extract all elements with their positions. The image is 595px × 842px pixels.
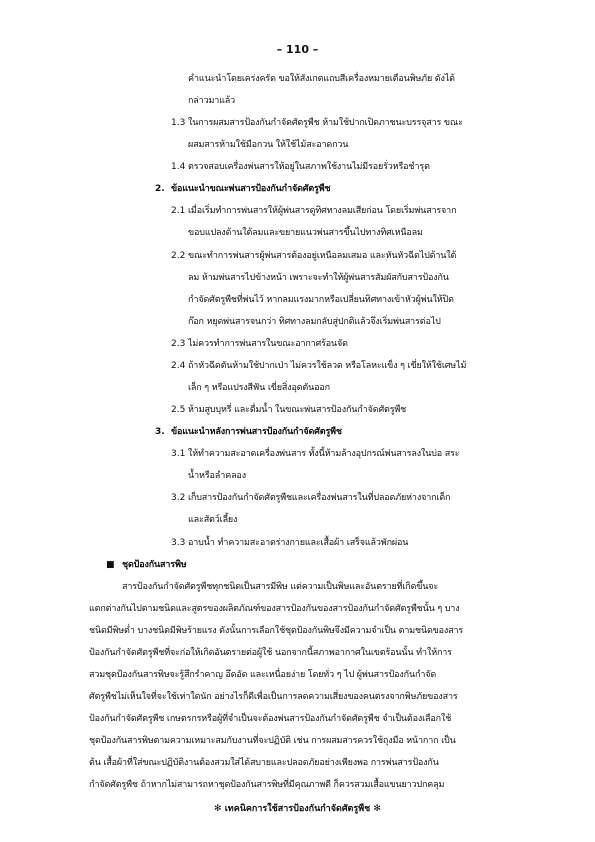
page-number: – 110 –: [276, 43, 319, 56]
text-line: น้ำหรือลำคลอง: [188, 471, 246, 481]
item-number: 2.1: [171, 206, 186, 216]
text-line: แตกต่างกันไปตามชนิดและสูตรของผลิตภัณฑ์ของสารป้องกันของสารป้องกันกำจัดศัตรูพืชนั้น ๆ บาง: [89, 604, 460, 614]
text-line: ในการผสมสารป้องกันกำจัดศัตรูพืช ห้ามใช้ปากเปิดภาชนะบรรจุสาร ขณะ: [188, 118, 463, 128]
text-line: สารป้องกันกำจัดศัตรูพืชทุกชนิดเป็นสารมีพิษ แต่ความเป็นพิษและอันตรายที่เกิดขึ้นจะ: [122, 582, 439, 592]
item-number: 3.3: [171, 538, 186, 548]
text-line: เก็บสารป้องกันกำจัดศัตรูพืชและเครื่องพ่นสารในที่ปลอดภัยห่างจากเด็ก: [188, 493, 451, 503]
item-number: 2.4: [171, 361, 186, 371]
item-number: 2.3: [171, 339, 186, 349]
item-number: 1.4: [171, 162, 186, 172]
text-line: เล็ก ๆ หรือแปรงสีฟัน เขี่ยสิ่งอุดตันออก: [188, 383, 330, 393]
text-line: ศัตรูพืชไม่เห็นใจที่จะใช้เท่าใดนัก อย่างไรก็ดีเพื่อเป็นการลดความเสี่ยงของคนตรงจากพิษภัยของสาร: [89, 692, 458, 702]
text-line: ต้น เสื้อผ้าที่ใส่ขณะปฏิบัติงานต้องสวมใส่ได้สบายและปลอดภัยอย่างเพียงพอ การพ่นสารป้องกัน: [89, 758, 439, 768]
text-line: ห้ามสูบบุหรี่ และดื่มน้ำ ในขณะพ่นสารป้องกันกำจัดศัตรูพืช: [188, 405, 407, 415]
text-line: ก๊อก หยุดพ่นสารจนกว่า ทิศทางลมกลับสู่ปกติแล้วจึงเริ่มพ่นสารต่อไป: [188, 317, 441, 327]
bullet-icon: ■: [106, 560, 115, 570]
text-line: สวมชุดป้องกันสารพิษจะรู้สึกรำคาญ อึดอัด และเหนื่อยง่าย โดยทั่ว ๆ ไป ผู้พ่นสารป้องกันกำจัด: [89, 670, 437, 680]
section-number: 2.: [155, 184, 165, 194]
text-line: อาบน้ำ ทำความสะอาดร่างกายและเสื้อผ้า เสร็จแล้วพักผ่อน: [188, 538, 409, 548]
text-line: ตรวจสอบเครื่องพ่นสารให้อยู่ในสภาพใช้งานไม่มีรอยรั่วหรือชำรุด: [188, 162, 430, 172]
text-line: ลม ห้ามพ่นสารไปข้างหน้า เพราะจะทำให้ผู้พ่นสารสัมผัสกับสารป้องกัน: [188, 273, 449, 283]
section-heading: ข้อแนะนำหลังการพ่นสารป้องกันกำจัดศัตรูพืช: [171, 427, 342, 437]
text-line: กำจัดศัตรูพืชที่พ่นไว้ หากลมแรงมากหรือเปลี่ยนทิศทางเข้าหัวผู้พ่นให้ปิด: [188, 295, 454, 305]
text-line: ป้องกันกำจัดศัตรูพืชที่จะก่อให้เกิดอันตรายต่อผู้ใช้ นอกจากนี้สภาพอากาศในเขตร้อนนั้น ทำให้การ: [89, 648, 452, 658]
item-number: 2.2: [171, 251, 186, 261]
text-line: ไม่ควรทำการพ่นสารในขณะอากาศร้อนจัด: [188, 339, 348, 349]
item-number: 2.5: [171, 405, 186, 415]
page-footer: ✻ เทคนิคการใช้สารป้องกันกำจัดศัตรูพืช ✻: [214, 804, 381, 814]
item-number: 1.3: [171, 118, 186, 128]
text-line: ถ้าหัวฉีดตันห้ามใช้ปากเป่า ไม่ควรใช้ลวด หรือโลหะแข็ง ๆ เขี่ยให้ใช้เศษไม้: [188, 361, 467, 371]
item-number: 3.2: [171, 493, 186, 503]
text-line: และสัตว์เลี้ยง: [188, 515, 238, 525]
section-number: 3.: [155, 427, 165, 437]
text-line: ผสมสารห้ามใช้มือกวน ให้ใช้ไม้สะอาดกวน: [188, 140, 349, 150]
text-line: ให้ทำความสะอาดเครื่องพ่นสาร ทั้งนี้ห้ามล้างอุปกรณ์พ่นสารลงในบ่อ สระ: [188, 449, 460, 459]
text-line: กำจัดศัตรูพืช ถ้าหากไม่สามารถหาชุดป้องกันสารพิษที่มีคุณภาพดี ก็ควรสวมเสื้อแขนยาวปกคลุม: [89, 780, 445, 790]
text-line: กล่าวมาแล้ว: [188, 96, 236, 106]
section-heading: ข้อแนะนำขณะพ่นสารป้องกันกำจัดศัตรูพืช: [171, 184, 331, 194]
text-line: ขณะทำการพ่นสารผู้พ่นสารต้องอยู่เหนือลมเสมอ และหันหัวฉีดไปด้านใต้: [188, 251, 457, 261]
text-line: ชุดป้องกันสารพิษตามความเหมาะสมกับงานที่จะปฏิบัติ เช่น การผสมสารควรใช้ถุงมือ หน้ากาก เป็น: [89, 736, 456, 746]
item-number: 3.1: [171, 449, 186, 459]
text-line: เมื่อเริ่มทำการพ่นสารให้ผู้พ่นสารดูทิศทางลมเสียก่อน โดยเริ่มพ่นสารจาก: [188, 206, 457, 216]
text-line: คำแนะนำโดยเคร่งครัด ขอให้สังเกตแถบสีเครื่องหมายเตือนพิษภัย ดังได้: [188, 74, 455, 84]
text-line: ขอบแปลงด้านใต้ลมและขยายแนวพ่นสารขึ้นไปทางทิศเหนือลม: [188, 228, 423, 238]
section-heading: ชุดป้องกันสารพิษ: [122, 560, 187, 570]
text-line: ป้องกันกำจัดศัตรูพืช เกษตรกรหรือผู้ที่จำเป็นจะต้องพ่นสารป้องกันกำจัดศัตรูพืช จำเป็นต้องเลือกใช้: [89, 714, 452, 724]
text-line: ชนิดมีพิษต่ำ บางชนิดมีพิษร้ายแรง ดังนั้นการเลือกใช้ชุดป้องกันพิษจึงมีความจำเป็น ตามชนิดของสาร: [89, 626, 464, 636]
